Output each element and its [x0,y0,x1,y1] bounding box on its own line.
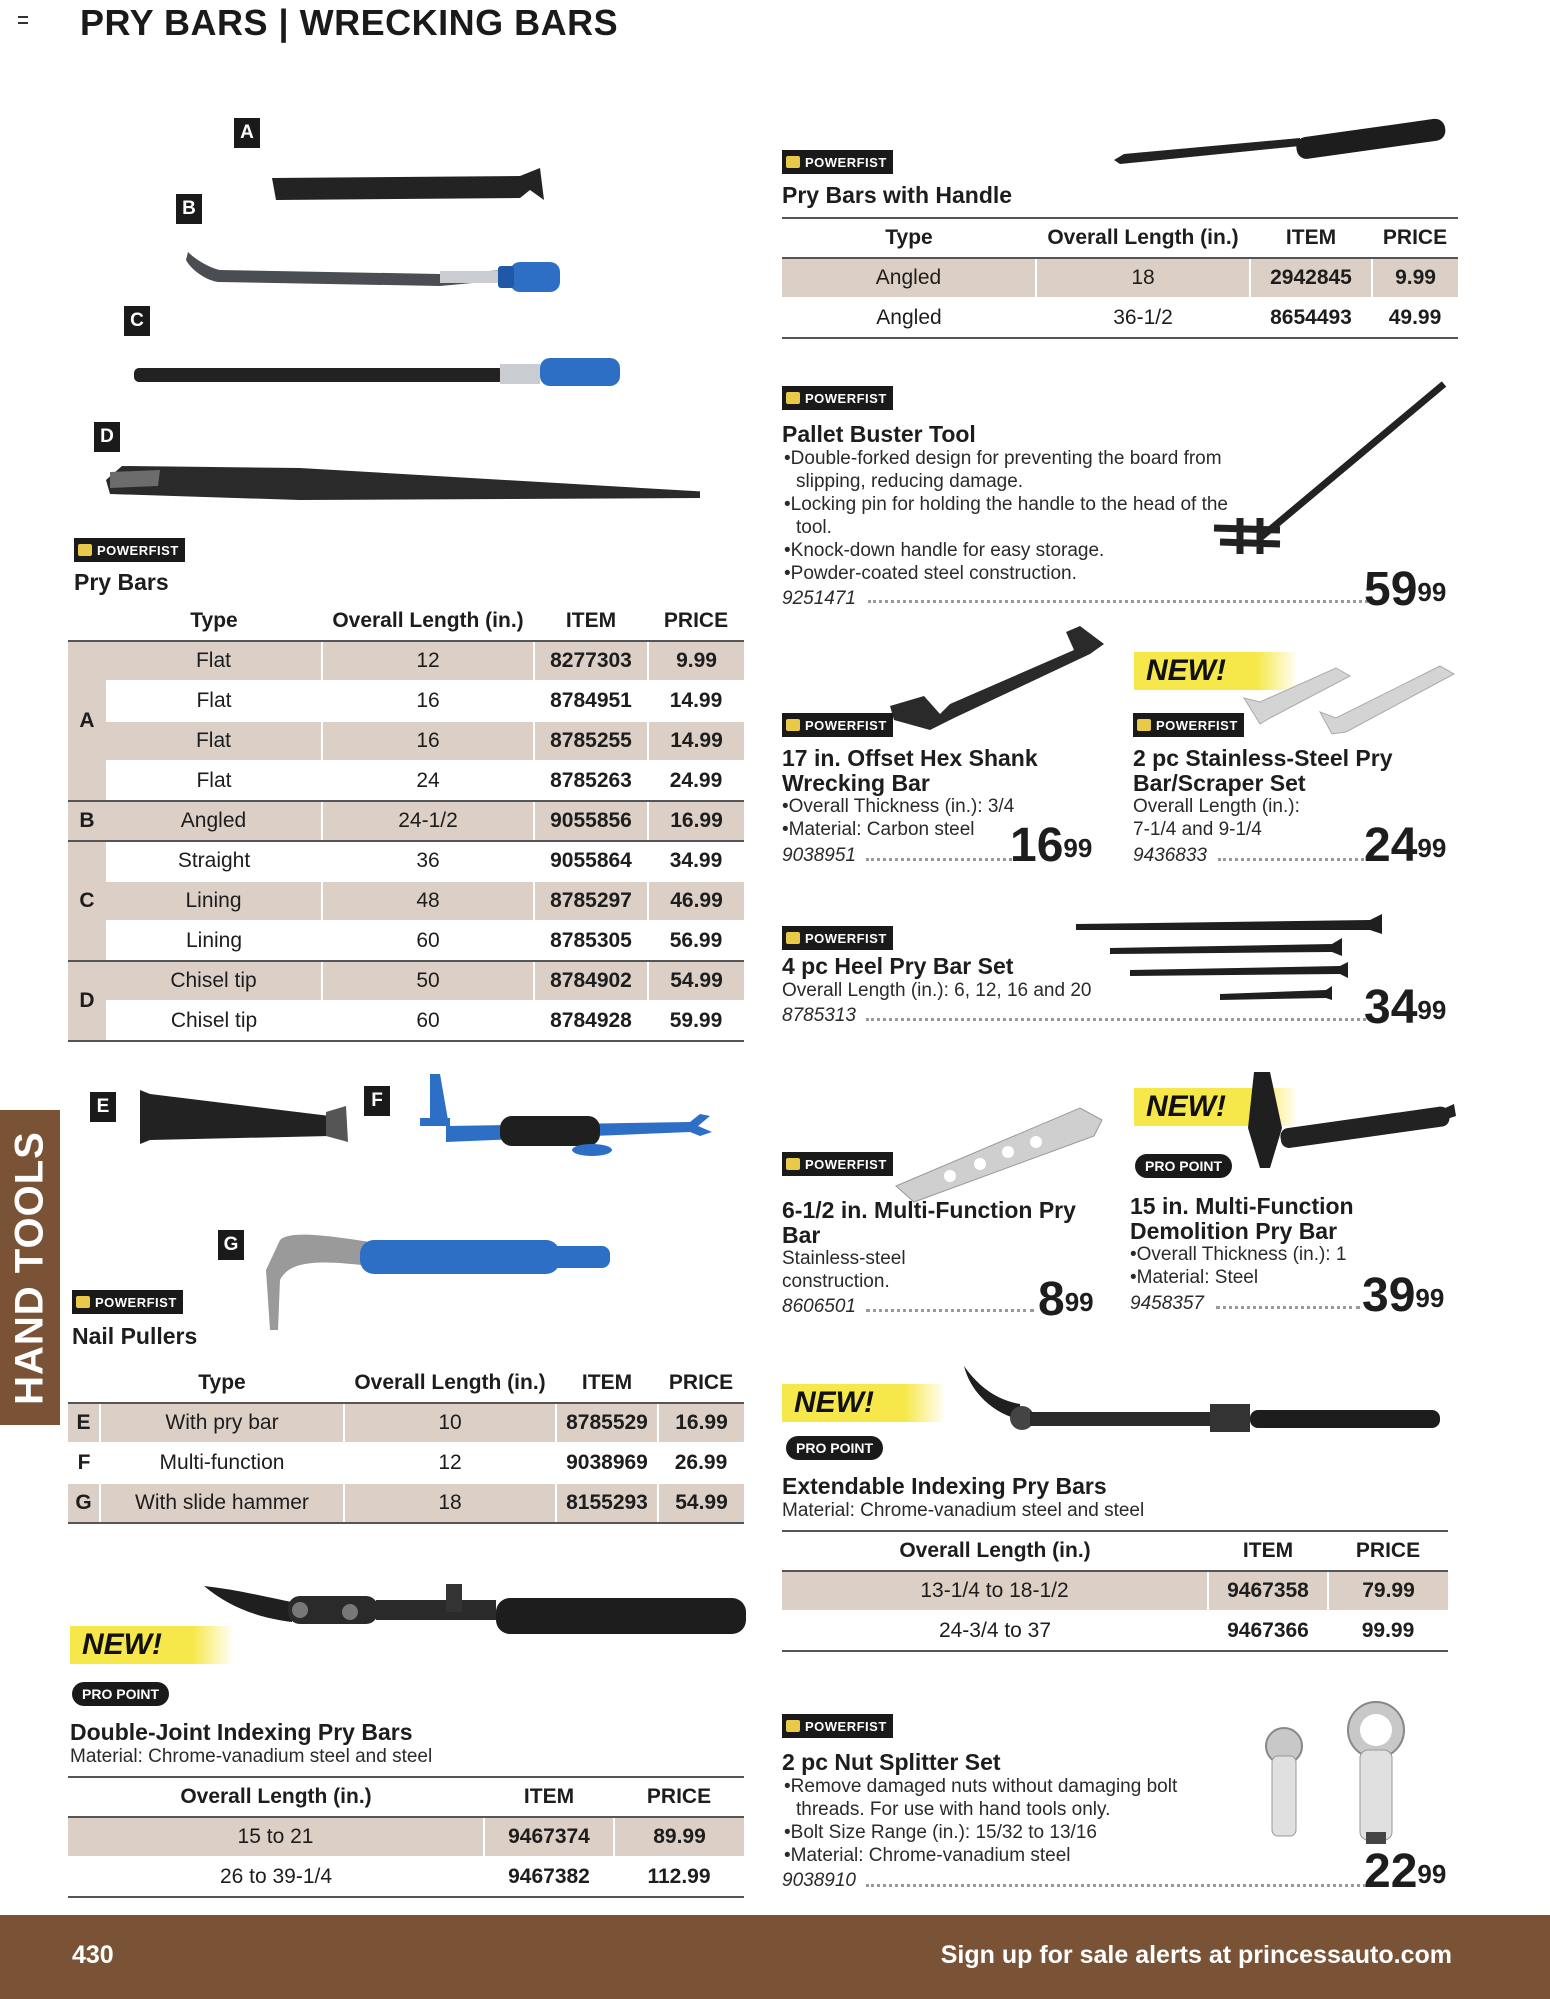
extendable-table: Overall Length (in.) ITEM PRICE 13-1/4 to 18-1/2 9467358 79.99 24-3/4 to 37 9467366 99.99 [782,1530,1448,1652]
double-joint-material: Material: Chrome-vanadium steel and steel [70,1746,433,1767]
multi-function-image [890,1096,1110,1206]
powerfist-logo: POWERFIST [72,1290,183,1314]
figure-letter-g: G [218,1230,244,1260]
leader-dots [866,1309,1034,1312]
col-length: Overall Length (in.) [322,602,534,641]
group-letter: A [68,641,106,801]
page-title: PRY BARS | WRECKING BARS [80,2,619,43]
powerfist-logo: POWERFIST [782,1714,893,1738]
powerfist-icon [76,1296,90,1308]
figure-letter-e: E [90,1092,116,1122]
new-badge: NEW! [1134,652,1298,690]
table-row: D Chisel tip 50 8784902 54.99 [68,961,744,1001]
table-row: Angled 36-1/2 8654493 49.99 [782,298,1458,338]
extendable-title: Extendable Indexing Pry Bars [782,1473,1107,1499]
figure-letter-a: A [234,118,260,148]
price: $34^{99}$ [1364,981,1447,1034]
bullet: •Knock-down handle for easy storage. [784,540,1105,561]
price: $16^{99}$ [1010,819,1093,872]
sku: 9458357 [1130,1293,1204,1314]
table-row: Lining 60 8785305 56.99 [68,921,744,961]
leader-dots [868,600,1368,603]
pallet-buster-bullets [782,447,1262,585]
propoint-logo: PRO POINT [786,1436,883,1460]
double-joint-image [200,1572,750,1652]
nail-pullers-table: Type Overall Length (in.) ITEM PRICE E With pry bar 10 8785529 16.99 F Multi-function 12 9038969 26.99 G With slide hammer 18 8155293 54.99 [68,1364,744,1524]
table-row: 15 to 21 9467374 89.99 [68,1817,744,1857]
multi-function-details: Stainless-steel construction. [782,1248,906,1292]
sku: 8785313 [782,1005,856,1026]
sku: 9038951 [782,845,856,866]
offset-hex-image [880,620,1120,730]
leader-dots [1218,858,1364,861]
leader-dots [866,1018,1366,1021]
pry-handle-title: Pry Bars with Handle [782,182,1013,208]
leader-dots [1216,1306,1360,1309]
pry-handle-table: Type Overall Length (in.) ITEM PRICE Angled 18 2942845 9.99 Angled 36-1/2 8654493 49.99 [782,217,1458,339]
extendable-image [960,1360,1450,1440]
nut-splitter-bullets: •Remove damaged nuts without damaging bolt threads. For use with hand tools only. •Bolt Size Range (in.): 15/32 to 13/16 •Material: Chrome-vanadium steel [784,1776,1178,1866]
powerfist-icon [786,719,800,731]
bullet: •Locking pin for holding the handle to the head of the tool. [784,494,1228,538]
price: $22^{99}$ [1364,1845,1447,1898]
double-joint-title: Double-Joint Indexing Pry Bars [70,1719,413,1745]
offset-hex-bullets: •Overall Thickness (in.): 3/4 •Material: Carbon steel [782,796,1015,840]
sku: 8606501 [782,1296,856,1317]
table-row: Flat 16 8785255 14.99 [68,721,744,761]
demolition-title: 15 in. Multi-Function Demolition Pry Bar [1130,1193,1354,1244]
powerfist-logo: POWERFIST [782,713,893,737]
table-row: E With pry bar 10 8785529 16.99 [68,1403,744,1443]
table-row: Flat 16 8784951 14.99 [68,681,744,721]
signup-link[interactable]: Sign up for sale alerts at princessauto.com [940,1941,1452,1969]
powerfist-icon [786,392,800,404]
leader-dots [866,858,1012,861]
powerfist-icon [786,932,800,944]
powerfist-icon [786,156,800,168]
scraper-set-details: Overall Length (in.): 7-1/4 and 9-1/4 [1133,796,1300,840]
heel-set-title: 4 pc Heel Pry Bar Set [782,953,1014,979]
demolition-bullets: •Overall Thickness (in.): 1 •Material: Steel [1130,1244,1347,1288]
sku: 9436833 [1133,845,1207,866]
nut-splitter-image [1250,1700,1440,1850]
powerfist-icon [786,1158,800,1170]
price: $24^{99}$ [1364,819,1447,872]
double-joint-table: Overall Length (in.) ITEM PRICE 15 to 21 9467374 89.99 26 to 39-1/4 9467382 112.99 [68,1776,744,1898]
multi-function-title: 6-1/2 in. Multi-Function Pry Bar [782,1197,1076,1248]
scraper-set-image [1240,648,1460,738]
price: $59^{99}$ [1364,563,1447,616]
figure-letter-c: C [124,306,150,336]
powerfist-icon [1137,719,1151,731]
new-badge: NEW! [70,1626,234,1664]
table-row: 24-3/4 to 37 9467366 99.99 [782,1611,1448,1651]
powerfist-icon [78,544,92,556]
sku: 9251471 [782,588,856,609]
table-row: C Straight 36 9055864 34.99 [68,841,744,881]
footer [0,1915,1550,1999]
powerfist-logo: POWERFIST [782,926,893,950]
group-letter: C [68,841,106,961]
nail-pullers-image [130,1070,720,1340]
table-row: A Flat 12 8277303 9.99 [68,641,744,681]
group-letter: D [68,961,106,1041]
scraper-set-title: 2 pc Stainless-Steel Pry Bar/Scraper Set [1133,745,1393,796]
heel-set-details: Overall Length (in.): 6, 12, 16 and 20 [782,980,1092,1001]
table-row: G With slide hammer 18 8155293 54.99 [68,1483,744,1523]
powerfist-logo: POWERFIST [1133,713,1244,737]
table-row: Flat 24 8785263 24.99 [68,761,744,801]
col-item: ITEM [534,602,648,641]
pry-bars-table [68,602,744,1042]
table-row: F Multi-function 12 9038969 26.99 [68,1443,744,1483]
col-type: Type [106,602,322,641]
col-price: PRICE [648,602,744,641]
offset-hex-title: 17 in. Offset Hex Shank Wrecking Bar [782,745,1038,796]
table-row: Lining 48 8785297 46.99 [68,881,744,921]
pry-handle-image [1100,112,1460,182]
table-row: B Angled 24-1/2 9055856 16.99 [68,801,744,841]
powerfist-logo: POWERFIST [782,1152,893,1176]
price: $8^{99}$ [1038,1273,1094,1326]
powerfist-icon [786,1720,800,1732]
sku: 9038910 [782,1870,856,1891]
table-row: 13-1/4 to 18-1/2 9467358 79.99 [782,1571,1448,1611]
price: $39^{99}$ [1362,1269,1445,1322]
corner-mark [18,16,28,24]
figure-letter-b: B [176,194,202,224]
powerfist-logo: POWERFIST [782,386,893,410]
group-letter: B [68,801,106,841]
page-number: 430 [72,1941,114,1969]
new-badge: NEW! [1134,1088,1298,1126]
pry-bars-title: Pry Bars [74,569,169,595]
powerfist-logo: POWERFIST [74,538,185,562]
nail-pullers-title: Nail Pullers [72,1323,198,1349]
side-tab [0,1110,60,1425]
pallet-buster-title: Pallet Buster Tool [782,421,976,447]
figure-letter-f: F [364,1086,390,1116]
propoint-logo: PRO POINT [1135,1154,1232,1178]
demolition-image [1240,1068,1460,1178]
side-tab-label: HAND TOOLS [7,1130,52,1405]
leader-dots [866,1884,1366,1887]
figure-letter-d: D [94,422,120,452]
table-row: Angled 18 2942845 9.99 [782,258,1458,298]
powerfist-logo: POWERFIST [782,150,893,174]
new-badge: NEW! [782,1384,946,1422]
table-row: 26 to 39-1/4 9467382 112.99 [68,1857,744,1897]
extendable-material: Material: Chrome-vanadium steel and steel [782,1500,1145,1521]
bullet: •Powder-coated steel construction. [784,563,1077,584]
propoint-logo: PRO POINT [72,1682,169,1706]
table-row: Chisel tip 60 8784928 59.99 [68,1001,744,1041]
pry-bars-image [100,150,700,510]
nut-splitter-title: 2 pc Nut Splitter Set [782,1749,1001,1775]
bullet: •Double-forked design for preventing the board from slipping, reducing damage. [784,448,1222,492]
heel-set-image [1070,910,1390,1010]
